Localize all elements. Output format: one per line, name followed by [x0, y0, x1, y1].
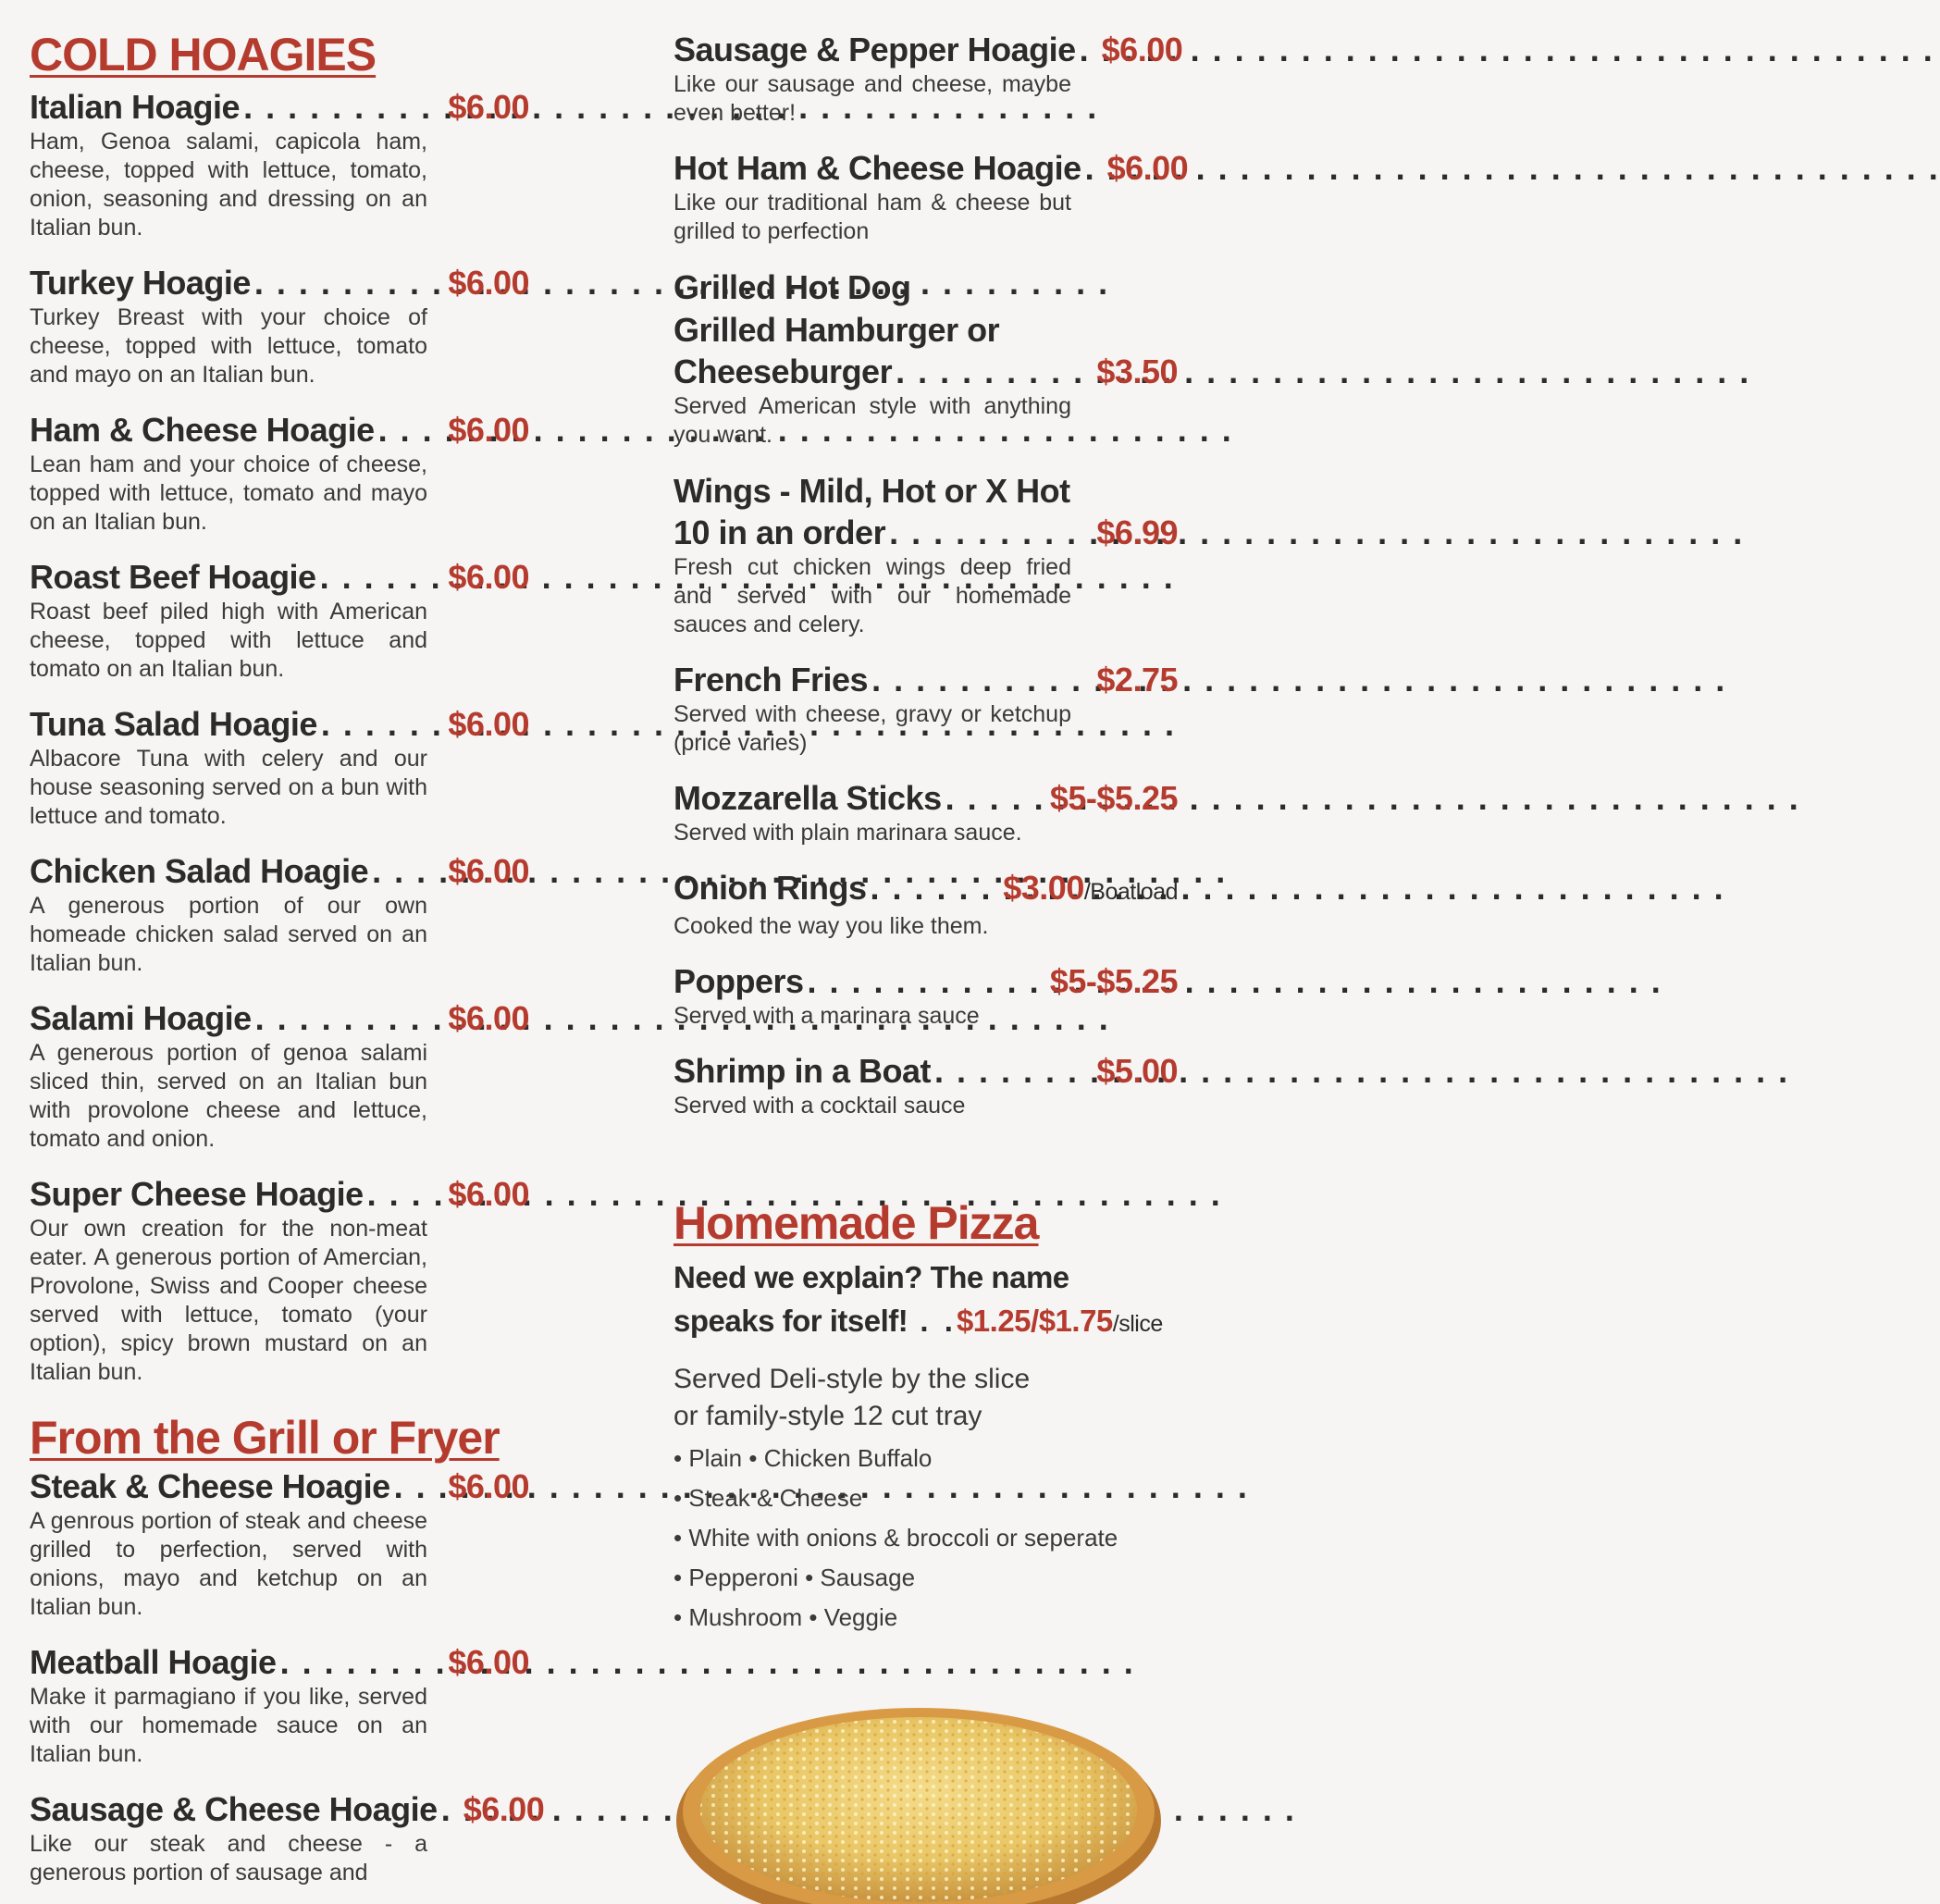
menu-item-salami-hoagie	[30, 998, 529, 1154]
list-item: • Mushroom • Veggie	[673, 1603, 898, 1631]
item-description: Turkey Breast with your choice of cheese, topped with lettuce, tomato and mayo on an Italian bun.	[30, 304, 427, 388]
item-description: A generous portion of genoa salami sliced thin, served on an Italian bun with provolone cheese and lettuce, tomato and onion.	[30, 1040, 427, 1152]
item-name-line: Grilled Hot Dog	[673, 268, 911, 306]
item-name: Roast Beef Hoagie	[30, 558, 316, 596]
menu-item-italian-hoagie	[30, 87, 529, 242]
item-price: $3.00	[1003, 869, 1084, 907]
item-description: Fresh cut chicken wings deep fried and served with our homemade sauces and celery.	[673, 554, 1071, 637]
item-description: Our own creation for the non-meat eater. A generous portion of Amercian, Provolone, Swiss and Cooper cheese served with lettuce, tomato (your option), spicy brown mustard on an Italian bun.	[30, 1216, 427, 1385]
menu-item-hotdog-burger	[673, 266, 1178, 450]
homemade-pizza-title: Homemade Pizza	[673, 1197, 1039, 1249]
menu-item-chicken-salad-hoagie	[30, 851, 529, 978]
item-description: Ham, Genoa salami, capicola ham, cheese, topped with lettuce, tomato, onion, seasoning and dressing on an Italian bun.	[30, 129, 427, 241]
item-price: $6.00	[463, 1790, 545, 1828]
item-price: $6.00	[448, 999, 529, 1037]
item-description: Roast beef piled high with American cheese, topped with lettuce and tomato on an Italian bun.	[30, 599, 427, 682]
left-column	[30, 0, 545, 1887]
item-name: Meatball Hoagie	[30, 1643, 277, 1681]
menu-item-shrimp-boat	[673, 1051, 1178, 1120]
cold-hoagies-title: COLD HOAGIES	[30, 29, 377, 80]
item-price: $6.00	[1101, 31, 1183, 68]
item-description: Like our steak and cheese - a generous portion of sausage and	[30, 1831, 427, 1885]
menu-item-roast-beef-hoagie	[30, 557, 529, 684]
item-name: Steak & Cheese Hoagie	[30, 1467, 390, 1505]
item-price: $6.00	[448, 264, 529, 302]
item-name: Salami Hoagie	[30, 999, 252, 1037]
item-name: Hot Ham & Cheese Hoagie	[673, 149, 1081, 187]
item-description: Served with a marinara sauce	[673, 1003, 980, 1029]
price-unit: /slice	[1112, 1311, 1163, 1337]
list-item: • Pepperoni • Sausage	[673, 1564, 916, 1591]
item-name: Turkey Hoagie	[30, 264, 251, 302]
item-price: $6.00	[1106, 149, 1189, 187]
menu-item-sausage-cheese-hoagie	[30, 1789, 545, 1887]
menu-item-wings	[673, 470, 1178, 639]
menu-item-super-cheese-hoagie	[30, 1174, 529, 1387]
menu-item-french-fries	[673, 660, 1178, 758]
right-column	[673, 0, 1189, 1638]
item-name: Poppers	[673, 962, 804, 1000]
item-name: Cheeseburger	[673, 352, 893, 390]
item-name: Italian Hoagie	[30, 88, 241, 126]
item-name: Shrimp in a Boat	[673, 1052, 932, 1090]
item-description: A generous portion of our own homeade chicken salad served on an Italian bun.	[30, 893, 427, 976]
item-name: Mozzarella Sticks	[673, 779, 942, 817]
item-name: Ham & Cheese Hoagie	[30, 411, 375, 449]
item-description: Lean ham and your choice of cheese, topped with lettuce, tomato and mayo on an Italian bun.	[30, 451, 427, 535]
item-price: $5-$5.25	[1049, 779, 1178, 817]
item-price: $2.75	[1096, 661, 1178, 699]
item-price: $6.00	[448, 852, 529, 890]
menu-item-turkey-hoagie	[30, 263, 529, 389]
item-name: 10 in an order	[673, 513, 886, 551]
item-name: Chicken Salad Hoagie	[30, 852, 369, 890]
item-price: $6.00	[448, 88, 529, 126]
item-price: $6.00	[448, 1467, 529, 1505]
item-name: Onion Rings	[673, 869, 867, 907]
pizza-topping-list	[673, 1439, 1178, 1638]
item-name: French Fries	[673, 661, 869, 699]
pizza-photo	[672, 1682, 1167, 1904]
item-description: Served with a cocktail sauce	[673, 1093, 966, 1119]
item-description: Like our sausage and cheese, maybe even better!	[673, 71, 1071, 126]
item-name: Sausage & Cheese Hoagie	[30, 1790, 438, 1828]
item-description: Like our traditional ham & cheese but grilled to perfection	[673, 190, 1071, 244]
item-name-line: Grilled Hamburger or	[673, 311, 1000, 349]
item-description: Served with plain marinara sauce.	[673, 820, 1022, 846]
pizza-intro-line: speaks for itself!	[673, 1304, 908, 1338]
item-price: $6.00	[448, 558, 529, 596]
item-price: $5-$5.25	[1049, 962, 1178, 1000]
menu-item-mozzarella-sticks	[673, 778, 1178, 847]
item-name: Sausage & Pepper Hoagie	[673, 31, 1076, 68]
pizza-served-line: Served Deli-style by the slice	[673, 1364, 1031, 1394]
menu-item-ham-cheese-hoagie	[30, 410, 529, 537]
item-price: $6.00	[448, 705, 529, 743]
item-name: Tuna Salad Hoagie	[30, 705, 317, 743]
price-unit: /Boatload	[1083, 879, 1178, 905]
menu-item-sausage-pepper-hoagie	[673, 30, 1183, 128]
item-price: $6.00	[448, 411, 529, 449]
item-description: Served American style with anything you want.	[673, 393, 1071, 448]
menu-item-hot-ham-cheese-hoagie	[673, 148, 1189, 246]
item-description: A genrous portion of steak and cheese grilled to perfection, served with onions, mayo and ketchup on an Italian bun.	[30, 1508, 427, 1620]
item-name: Super Cheese Hoagie	[30, 1175, 364, 1213]
list-item: • Plain • Chicken Buffalo	[673, 1444, 933, 1472]
menu-item-poppers	[673, 961, 1178, 1031]
item-price: $6.00	[448, 1643, 529, 1681]
item-price: $5.00	[1096, 1052, 1178, 1090]
menu-item-onion-rings	[673, 868, 1178, 941]
grill-fryer-title: From the Grill or Fryer	[30, 1412, 500, 1464]
pizza-intro-line: Need we explain? The name	[673, 1260, 1069, 1294]
item-price: $3.50	[1096, 352, 1178, 390]
menu-item-meatball-hoagie	[30, 1642, 529, 1769]
pizza-intro: Need we explain? The name speaks for itself! . .$1.25/$1.75/slice	[673, 1255, 1178, 1346]
item-description: Albacore Tuna with celery and our house seasoning served on a bun with lettuce and tomato.	[30, 746, 427, 829]
item-description: Cooked the way you like them.	[673, 913, 989, 939]
item-price: $6.99	[1096, 513, 1178, 551]
item-description: Served with cheese, gravy or ketchup (price varies)	[673, 701, 1071, 756]
menu-item-tuna-salad-hoagie	[30, 704, 529, 831]
list-item: • White with onions & broccoli or seperate	[673, 1524, 1118, 1552]
item-description: Make it parmagiano if you like, served with our homemade sauce on an Italian bun.	[30, 1684, 427, 1767]
pizza-price: $1.25/$1.75	[956, 1304, 1113, 1338]
item-price: $6.00	[448, 1175, 529, 1213]
list-item: • Steak & Cheese	[673, 1484, 863, 1512]
item-name-line: Wings - Mild, Hot or X Hot	[673, 472, 1070, 510]
pizza-served-line: or family-style 12 cut tray	[673, 1401, 982, 1431]
menu-item-steak-cheese-hoagie	[30, 1466, 529, 1622]
